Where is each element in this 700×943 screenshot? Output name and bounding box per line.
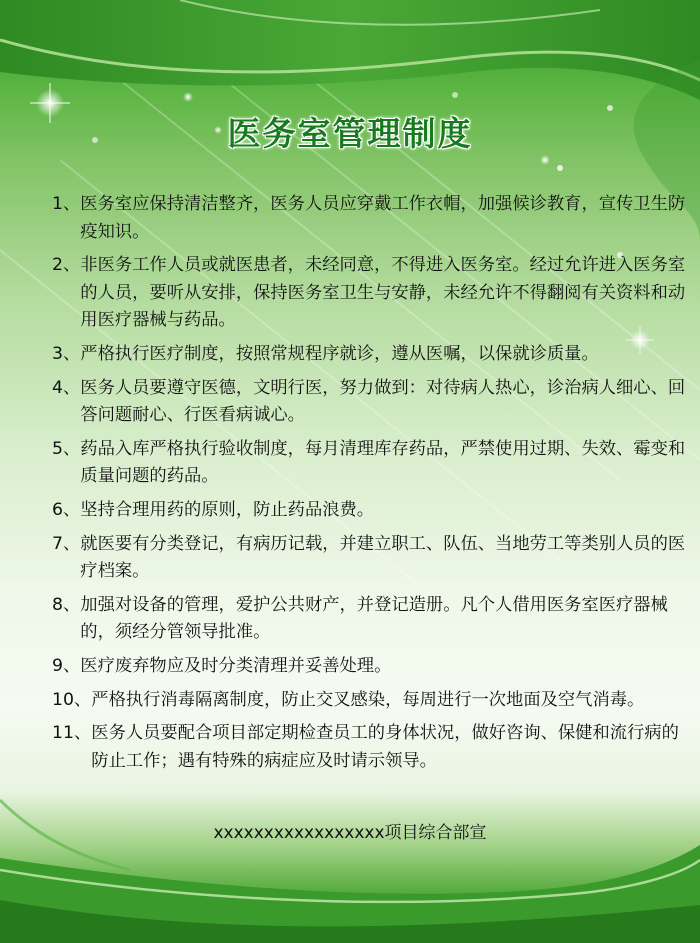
page-title: 医务室管理制度 [227, 114, 473, 153]
rule-text: 就医要有分类登记，有病历记载，并建立职工、队伍、当地劳工等类别人员的医疗档案。 [80, 533, 686, 582]
rule-number: 5、 [52, 438, 81, 459]
rule-text: 医务人员要遵守医德，文明行医，努力做到：对待病人热心，诊治病人细心、回答问题耐心、行医看病诚心。 [80, 377, 686, 426]
rule-number: 7、 [52, 533, 81, 554]
rule-item-1 [52, 191, 692, 246]
signature: xxxxxxxxxxxxxxxxx项目综合部宣 [213, 823, 487, 843]
rule-item-10 [52, 687, 692, 715]
rule-item-2 [52, 252, 692, 335]
rule-number: 1、 [52, 194, 81, 214]
rule-item-3 [52, 341, 692, 369]
rule-text: 坚持合理用药的原则，防止药品浪费。 [80, 499, 375, 520]
rule-item-11 [52, 720, 692, 775]
rule-text: 医疗废弃物应及时分类清理并妥善处理。 [80, 655, 392, 676]
rule-text: 严格执行医疗制度，按照常规程序就诊，遵从医嘱，以保就诊质量。 [80, 343, 599, 364]
rule-text: 医务室应保持清洁整齐，医务人员应穿戴工作衣帽，加强候诊教育，宣传卫生防疫知识。 [80, 194, 686, 242]
rule-text: 非医务工作人员或就医患者，未经同意，不得进入医务室。经过允许进入医务室的人员，要听从安排，保持医务室卫生与安静，未经允许不得翻阅有关资料和动用医疗器械与药品。 [80, 255, 686, 331]
top-frame-band [0, 0, 700, 100]
rule-item-7 [52, 531, 692, 586]
rule-text: 医务人员要配合项目部定期检查员工的身体状况，做好咨询、保健和流行病的防止工作；遇有特殊的病症应及时请示领导。 [91, 723, 679, 771]
rule-text: 药品入库严格执行验收制度，每月清理库存药品，严禁使用过期、失效、霉变和质量问题的药品。 [80, 438, 686, 487]
rule-number: 6、 [52, 499, 81, 520]
rule-item-6 [52, 497, 692, 525]
rule-number: 9、 [52, 655, 81, 676]
rule-number: 3、 [52, 343, 81, 364]
rule-number: 2、 [52, 255, 81, 276]
rules-list [52, 191, 692, 781]
rule-number: 11、 [52, 723, 92, 744]
rule-item-9 [52, 653, 692, 681]
rule-text: 严格执行消毒隔离制度，防止交叉感染，每周进行一次地面及空气消毒。 [91, 689, 645, 710]
rule-item-4 [52, 375, 692, 430]
rule-item-5 [52, 436, 692, 491]
rule-number: 4、 [52, 377, 81, 398]
rule-number: 10、 [52, 689, 92, 710]
rule-text: 加强对设备的管理，爱护公共财产，并登记造册。凡个人借用医务室医疗器械的，须经分管领导批准。 [80, 594, 668, 643]
rule-item-8 [52, 592, 692, 647]
rule-number: 8、 [52, 594, 81, 615]
